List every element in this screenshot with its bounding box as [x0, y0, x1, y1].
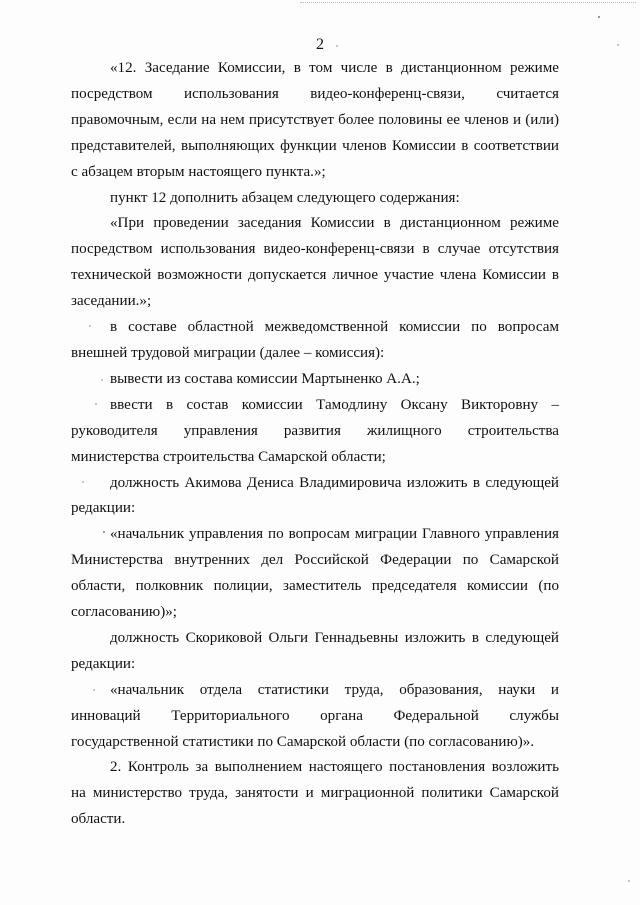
paragraph-skorikova-new-title: «начальник отдела статистики труда, образования, науки и инноваций Территориального органа Федеральной службы государственной статистики по Самарской области (по согласованию)». — [71, 681, 559, 750]
scan-speck — [598, 16, 600, 18]
scan-speck — [103, 531, 105, 533]
scan-speck — [617, 44, 619, 46]
paragraph-akimov-position: должность Акимова Дениса Владимировича изложить в следующей редакции: — [71, 474, 559, 517]
paragraph-add-member: ввести в состав комиссии Тамодлину Оксану Викторовну – руководителя управления развития жилищного строительства министерства строительства Самарской области; — [71, 396, 559, 465]
scan-speck — [95, 403, 97, 405]
scan-speck — [93, 689, 95, 691]
paragraph-item-12-addition: пункт 12 дополнить абзацем следующего содержания: — [110, 189, 460, 206]
paragraph-skorikova-position: должность Скориковой Ольги Геннадьевны изложить в следующей редакции: — [71, 629, 559, 672]
document-body — [71, 56, 559, 833]
paragraph-control-clause: 2. Контроль за выполнением настоящего постановления возложить на министерство труда, занятости и миграционной политики Самарской области. — [71, 759, 559, 828]
scan-speck — [336, 45, 338, 47]
paragraph-commission-composition: в составе областной межведомственной комиссии по вопросам внешней трудовой миграции (далее – комиссия): — [71, 319, 559, 361]
paragraph-remove-member: вывести из состава комиссии Мартыненко А.А.; — [110, 370, 420, 387]
scan-edge-line — [300, 2, 636, 3]
scan-speck — [628, 880, 630, 882]
paragraph-quorum-clause: «12. Заседание Комиссии, в том числе в дистанционном режиме посредством использования видео-конференц-связи, считается правомочным, если на нем присутствует более половины ее членов и (или) представителей, выполняющих функции членов Комиссии в соответствии с абзацем вторым настоящего пункта.»; — [71, 60, 559, 180]
scan-speck — [89, 325, 91, 327]
paragraph-remote-session-clause: «При проведении заседания Комиссии в дистанционном режиме посредством использования видео-конференц-связи в случае отсутствия технической возможности допускается личное участие члена Комиссии в заседании.»; — [71, 215, 559, 310]
paragraph-akimov-new-title: «начальник управления по вопросам миграции Главного управления Министерства внутренних дел Российской Федерации по Самарской области, полковник полиции, заместитель председателя комиссии (по согласованию)»; — [71, 526, 559, 621]
page-number: 2 — [316, 36, 324, 53]
scan-speck — [101, 379, 103, 381]
scan-speck — [82, 481, 84, 483]
